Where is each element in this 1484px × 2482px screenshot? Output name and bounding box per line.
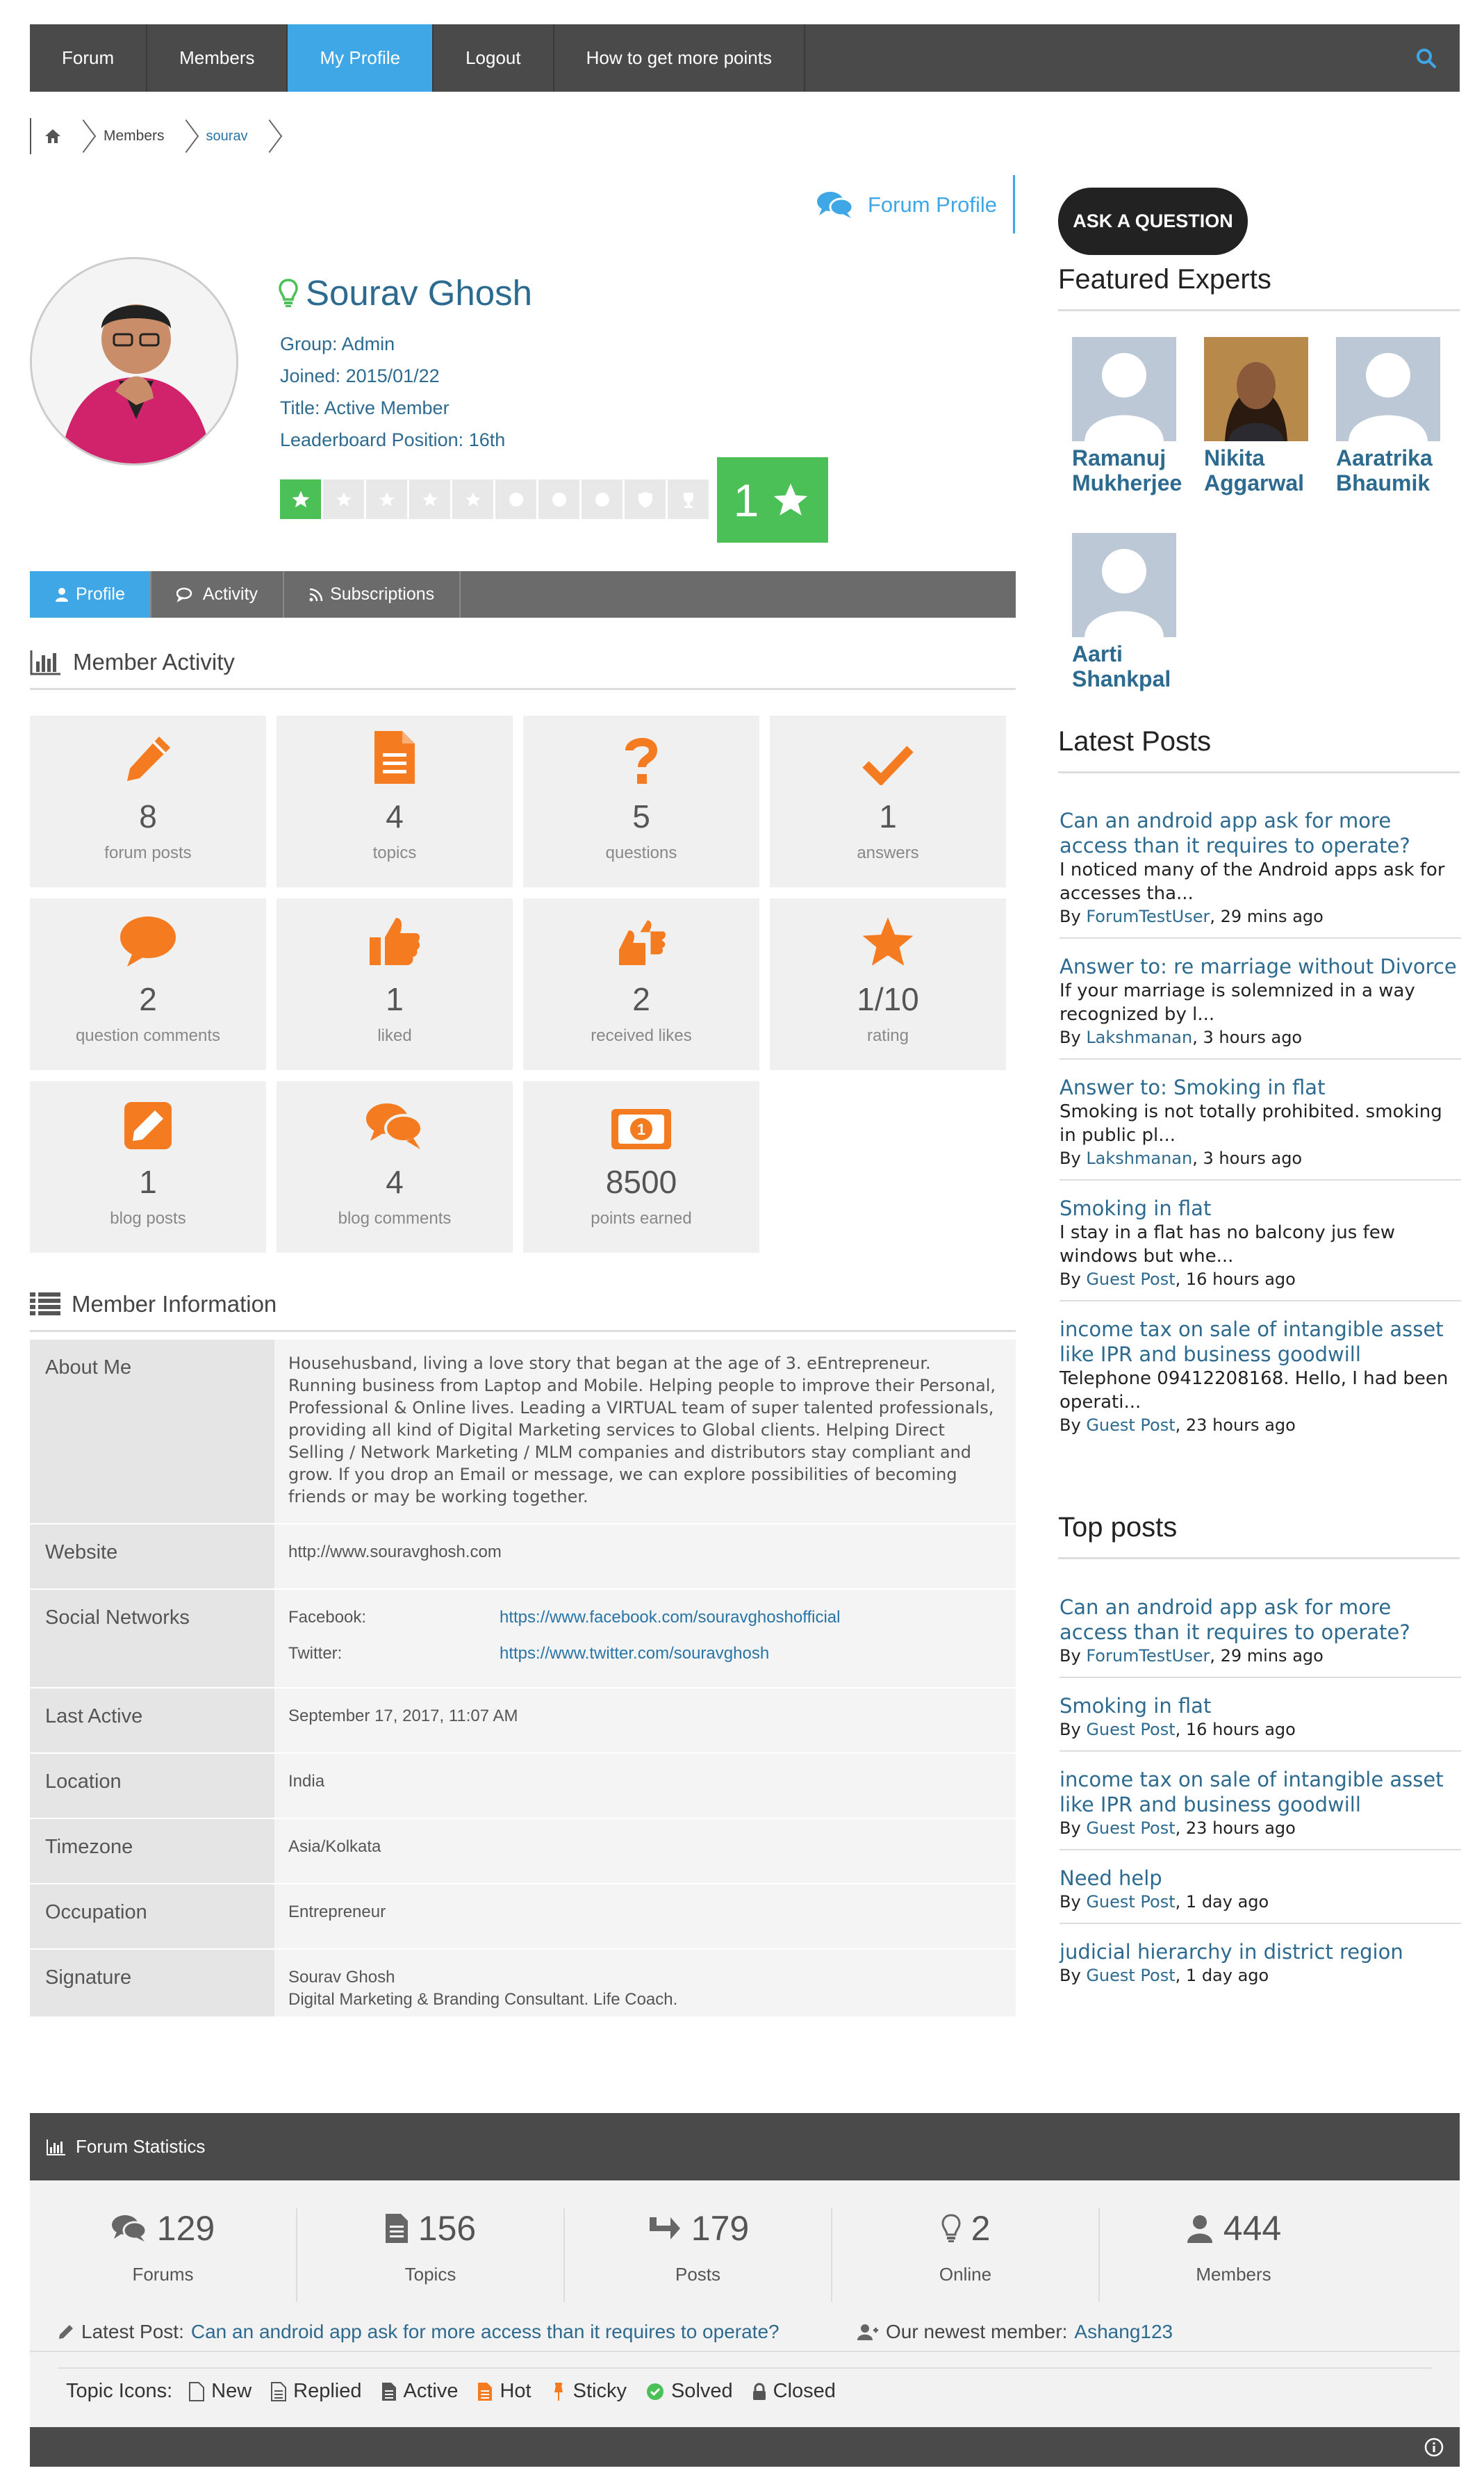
post-author-link[interactable]: Guest Post <box>1086 1966 1176 1985</box>
member-info-table <box>30 1340 1016 2018</box>
featured-experts-heading: Featured Experts <box>1058 264 1460 311</box>
info-key: Timezone <box>30 1819 274 1883</box>
post-by: By <box>1060 1720 1081 1739</box>
rank-star-icon <box>280 479 321 519</box>
info-key: Location <box>30 1754 274 1818</box>
user-icon <box>1186 2214 1214 2243</box>
stat-blog-posts <box>30 1081 266 1253</box>
expert-last-name: Shankpal <box>1072 666 1171 691</box>
stat-value: 5 <box>632 798 650 835</box>
stat-questions <box>523 716 759 887</box>
post-title-link[interactable]: Can an android app ask for more access than it requires to operate? <box>1060 1595 1410 1644</box>
post-by: By <box>1060 1269 1081 1289</box>
list-item <box>1060 1317 1461 1446</box>
post-title-link[interactable]: judicial hierarchy in district region <box>1060 1940 1403 1964</box>
nav-more-points[interactable]: How to get more points <box>554 24 805 92</box>
post-author-link[interactable]: Lakshmanan <box>1086 1149 1193 1168</box>
info-row-timezone <box>30 1819 1016 1884</box>
post-author-link[interactable]: Guest Post <box>1086 1892 1176 1912</box>
list-item <box>1060 1866 1461 1924</box>
post-author-link[interactable]: Guest Post <box>1086 1818 1176 1838</box>
tab-activity-label: Activity <box>202 584 258 604</box>
info-row-about <box>30 1340 1016 1524</box>
tab-activity[interactable] <box>151 571 284 618</box>
list-item <box>1060 1693 1461 1752</box>
forum-profile-divider <box>1013 175 1015 233</box>
stat-label: points earned <box>591 1209 692 1228</box>
list-item <box>1060 808 1461 939</box>
post-by: By <box>1060 907 1081 926</box>
legend-label: New <box>211 2380 252 2402</box>
stat-question-comments <box>30 898 266 1070</box>
stat-value: 156 <box>418 2209 477 2248</box>
stat-label: answers <box>857 844 919 862</box>
post-excerpt: Telephone 09412208168. Hello, I had been operati... <box>1060 1368 1449 1413</box>
document-icon <box>373 730 416 785</box>
expert-card[interactable] <box>1204 337 1308 495</box>
list-item <box>1060 1767 1461 1850</box>
profile-name <box>278 272 532 313</box>
post-by: By <box>1060 1818 1081 1838</box>
stat-value: 2 <box>139 981 157 1017</box>
money-icon <box>610 1108 673 1151</box>
breadcrumb-current[interactable]: sourav <box>206 128 248 144</box>
bar-chart-icon <box>30 649 62 675</box>
rank-number: 1 <box>733 474 759 526</box>
avatar-placeholder-icon <box>1336 337 1440 441</box>
post-time: , 23 hours ago <box>1175 1415 1296 1435</box>
expert-last-name: Aggarwal <box>1204 470 1305 495</box>
post-title-link[interactable]: Smoking in flat <box>1060 1197 1212 1220</box>
info-icon[interactable] <box>1424 2437 1444 2458</box>
legend-label: Active <box>403 2380 459 2402</box>
signature-line: Digital Marketing & Branding Consultant. Life Coach. <box>288 1990 678 2009</box>
post-author-link[interactable]: Guest Post <box>1086 1720 1176 1739</box>
rank-circle-icon <box>495 479 536 519</box>
list-item <box>1060 1939 1461 1996</box>
nav-members[interactable]: Members <box>147 24 288 92</box>
thumbs-up-icon <box>368 915 421 968</box>
post-title-link[interactable]: Answer to: re marriage without Divorce <box>1060 955 1457 978</box>
stat-label: Members <box>1196 2264 1271 2285</box>
post-time: , 29 mins ago <box>1210 907 1324 926</box>
stat-forums <box>30 2208 297 2302</box>
post-title-link[interactable]: income tax on sale of intangible asset like IPR and business goodwill <box>1060 1768 1444 1816</box>
stat-blog-comments <box>277 1081 513 1253</box>
checkmark-icon <box>861 743 914 785</box>
list-item <box>1060 954 1461 1060</box>
info-value: September 17, 2017, 11:07 AM <box>274 1688 1016 1752</box>
topic-icons-label: Topic Icons: <box>66 2380 173 2402</box>
profile-tabs <box>30 571 1016 618</box>
stat-label: Topics <box>404 2264 456 2285</box>
new-doc-icon <box>189 2382 204 2401</box>
stat-topics <box>297 2208 565 2302</box>
stat-label: question comments <box>75 1026 221 1045</box>
comments-icon <box>365 1101 424 1151</box>
info-row-signature <box>30 1950 1016 2018</box>
post-time: , 1 day ago <box>1175 1892 1269 1912</box>
latest-posts-list <box>1060 808 1461 1461</box>
breadcrumb-separator <box>73 118 92 154</box>
info-key: Social Networks <box>30 1590 274 1687</box>
list-icon <box>30 1292 60 1316</box>
legend-label: Solved <box>670 2380 733 2402</box>
post-title-link[interactable]: Answer to: Smoking in flat <box>1060 1076 1326 1099</box>
rank-star-icon <box>366 479 407 519</box>
info-key: Occupation <box>30 1884 274 1948</box>
lightbulb-icon <box>278 278 299 309</box>
lock-icon <box>752 2383 766 2401</box>
legend-label: Replied <box>293 2380 362 2402</box>
stat-answers <box>770 716 1006 887</box>
speech-bubble-icon <box>119 915 177 968</box>
legend-item <box>189 2380 252 2403</box>
post-title-link[interactable]: Can an android app ask for more access than it requires to operate? <box>1060 809 1410 857</box>
post-time: , 3 hours ago <box>1192 1149 1303 1168</box>
rank-badge <box>717 457 828 543</box>
rank-stars <box>280 479 709 519</box>
stat-value: 4 <box>386 798 404 835</box>
member-information-heading <box>30 1291 1016 1332</box>
post-time: , 1 day ago <box>1175 1966 1269 1985</box>
tab-profile[interactable] <box>30 571 151 618</box>
divider <box>30 2351 1460 2352</box>
comments-icon <box>176 587 196 602</box>
legend-item <box>477 2380 531 2403</box>
post-excerpt: I noticed many of the Android apps ask for accesses tha... <box>1060 860 1445 904</box>
stat-value: 2 <box>632 981 650 1017</box>
latest-post-label: Latest Post: <box>81 2321 184 2342</box>
stat-value: 8 <box>139 798 157 835</box>
top-posts-heading: Top posts <box>1058 1512 1460 1559</box>
pin-icon <box>551 2382 566 2401</box>
stat-value: 444 <box>1223 2209 1282 2248</box>
divider <box>58 2367 1432 2369</box>
breadcrumb-separator <box>176 118 195 154</box>
stat-value: 8500 <box>605 1164 677 1200</box>
stat-value: 1/10 <box>857 981 919 1017</box>
tab-subscriptions[interactable] <box>284 571 461 618</box>
list-item <box>1060 1075 1461 1181</box>
expert-last-name: Mukherjee <box>1072 470 1182 495</box>
expert-last-name: Bhaumik <box>1336 470 1431 495</box>
active-doc-icon <box>381 2382 397 2401</box>
stat-members <box>1100 2208 1367 2302</box>
top-posts-list <box>1060 1595 1461 2012</box>
info-value <box>274 1590 1016 1687</box>
latest-post-line <box>58 2321 780 2343</box>
stat-online <box>832 2208 1100 2302</box>
post-title-link[interactable]: income tax on sale of intangible asset like IPR and business goodwill <box>1060 1317 1444 1366</box>
avatar <box>30 257 238 466</box>
stat-value: 1 <box>879 798 897 835</box>
rss-icon <box>309 588 323 602</box>
post-by: By <box>1060 1149 1081 1168</box>
post-title-link[interactable]: Need help <box>1060 1866 1162 1890</box>
post-author-link[interactable]: ForumTestUser <box>1086 1646 1210 1666</box>
info-key: Signature <box>30 1950 274 2016</box>
add-user-icon <box>857 2323 879 2341</box>
expert-first-name: Nikita <box>1204 445 1265 470</box>
newest-member-label: Our newest member: <box>886 2321 1068 2342</box>
twitter-label: Twitter: <box>288 1644 343 1663</box>
pencil-icon <box>122 732 174 785</box>
stat-label: Posts <box>675 2264 721 2285</box>
list-item <box>1060 1595 1461 1678</box>
breadcrumb-divider <box>30 118 31 154</box>
comments-icon <box>111 2214 147 2243</box>
expert-card[interactable] <box>1072 337 1182 495</box>
search-icon <box>1416 48 1437 69</box>
rank-circle-icon <box>582 479 623 519</box>
info-value: India <box>274 1754 1016 1818</box>
newest-member-line <box>857 2321 1173 2343</box>
post-time: , 23 hours ago <box>1175 1818 1296 1838</box>
profile-title: Title: Active Member <box>280 397 450 418</box>
search-button[interactable] <box>1392 24 1460 92</box>
stat-rating <box>770 898 1006 1070</box>
expert-first-name: Aarti <box>1072 641 1123 666</box>
post-author-link[interactable]: Lakshmanan <box>1086 1028 1193 1047</box>
legend-item <box>551 2380 627 2403</box>
profile-group: Group: Admin <box>280 334 395 354</box>
member-activity-title: Member Activity <box>73 649 235 675</box>
user-icon <box>55 587 69 602</box>
stat-received-likes <box>523 898 759 1070</box>
facebook-link[interactable]: https://www.facebook.com/souravghoshofficial <box>500 1608 841 1627</box>
stat-label: received likes <box>591 1026 692 1045</box>
rank-circle-icon <box>538 479 579 519</box>
post-author-link[interactable]: Guest Post <box>1086 1415 1176 1435</box>
edit-icon <box>123 1101 173 1151</box>
pencil-icon <box>58 2324 74 2340</box>
legend-item <box>381 2380 459 2403</box>
tab-profile-label: Profile <box>76 584 125 604</box>
legend-label: Closed <box>773 2380 836 2402</box>
expert-photo <box>1204 337 1308 441</box>
signature-line: Sourav Ghosh <box>288 1968 395 1987</box>
home-icon[interactable] <box>44 128 62 145</box>
post-by: By <box>1060 1892 1081 1912</box>
stat-label: blog comments <box>338 1209 452 1228</box>
star-icon <box>770 480 811 520</box>
stat-liked <box>277 898 513 1070</box>
post-author-link[interactable]: Guest Post <box>1086 1269 1176 1289</box>
forum-statistics-title: Forum Statistics <box>76 2136 206 2157</box>
stat-posts <box>565 2208 832 2302</box>
stat-value: 129 <box>156 2209 215 2248</box>
stat-points-earned <box>523 1081 759 1253</box>
stat-value: 4 <box>386 1164 404 1200</box>
star-icon <box>860 915 916 968</box>
stat-topics <box>277 716 513 887</box>
svg-text:1: 1 <box>636 1121 646 1138</box>
post-time: , 29 mins ago <box>1210 1646 1324 1666</box>
info-row-website <box>30 1524 1016 1590</box>
breadcrumb-members[interactable]: Members <box>104 128 165 144</box>
bar-chart-icon <box>47 2139 66 2155</box>
nav-forum[interactable]: Forum <box>30 24 147 92</box>
stat-label: blog posts <box>110 1209 186 1228</box>
stat-label: questions <box>605 844 677 862</box>
ask-question-button[interactable]: ASK A QUESTION <box>1058 188 1248 255</box>
post-excerpt: If your marriage is solemnized in a way recognized by l... <box>1060 980 1415 1025</box>
document-icon <box>385 2213 409 2244</box>
stat-label: topics <box>372 844 417 862</box>
legend-item <box>752 2380 836 2403</box>
profile-joined: Joined: 2015/01/22 <box>280 365 440 386</box>
info-row-occupation <box>30 1884 1016 1950</box>
legend-label: Sticky <box>572 2380 627 2402</box>
expert-first-name: Ramanuj <box>1072 445 1166 470</box>
info-key: About Me <box>30 1340 274 1523</box>
stat-label: Forums <box>132 2264 194 2285</box>
stat-label: forum posts <box>104 844 192 862</box>
hot-doc-icon <box>477 2382 493 2401</box>
post-time: , 3 hours ago <box>1192 1028 1303 1047</box>
info-value <box>274 1950 1016 2016</box>
avatar-placeholder-icon <box>1072 337 1176 441</box>
stat-label: Online <box>939 2264 992 2285</box>
newest-member-link[interactable]: Ashang123 <box>1074 2321 1173 2342</box>
post-title-link[interactable]: Smoking in flat <box>1060 1694 1212 1718</box>
topic-icons-legend <box>66 2380 846 2403</box>
website-link[interactable]: http://www.souravghosh.com <box>274 1524 1016 1588</box>
info-row-social <box>30 1590 1016 1688</box>
footer-bar <box>30 2427 1460 2467</box>
legend-item <box>646 2380 733 2403</box>
post-time: , 16 hours ago <box>1175 1269 1296 1289</box>
breadcrumb-separator <box>259 118 279 154</box>
forum-profile-label: Forum Profile <box>868 192 998 217</box>
stat-value: 1 <box>139 1164 157 1200</box>
latest-posts-heading: Latest Posts <box>1058 726 1460 773</box>
rank-shield-icon <box>625 479 666 519</box>
post-time: , 16 hours ago <box>1175 1720 1296 1739</box>
expert-first-name: Aaratrika <box>1336 445 1433 470</box>
stat-label: liked <box>377 1026 412 1045</box>
rank-star-icon <box>409 479 450 519</box>
info-row-last-active <box>30 1688 1016 1754</box>
breadcrumb <box>30 118 290 154</box>
post-author-link[interactable]: ForumTestUser <box>1086 907 1210 926</box>
forum-statistics-header <box>30 2113 1460 2180</box>
rank-trophy-icon <box>668 479 709 519</box>
post-by: By <box>1060 1646 1081 1666</box>
expert-card[interactable] <box>1336 337 1440 495</box>
nav-my-profile[interactable]: My Profile <box>288 24 434 92</box>
legend-item <box>271 2380 361 2403</box>
latest-post-link[interactable]: Can an android app ask for more access than it requires to operate? <box>190 2321 780 2342</box>
legend-label: Hot <box>500 2380 531 2402</box>
info-value: Entrepreneur <box>274 1884 1016 1948</box>
post-excerpt: Smoking is not totally prohibited. smoking in public pl... <box>1060 1101 1442 1146</box>
list-item <box>1060 1196 1461 1301</box>
expert-card[interactable] <box>1072 533 1176 691</box>
profile-name-text: Sourav Ghosh <box>306 273 533 313</box>
question-icon <box>624 735 659 785</box>
tab-subscriptions-label: Subscriptions <box>330 584 435 604</box>
info-key: Last Active <box>30 1688 274 1752</box>
comments-icon <box>816 190 854 220</box>
info-row-location <box>30 1754 1016 1819</box>
member-information-title: Member Information <box>72 1291 277 1317</box>
check-circle-icon <box>646 2383 664 2401</box>
stat-value: 2 <box>971 2209 991 2248</box>
facebook-label: Facebook: <box>288 1608 367 1627</box>
post-by: By <box>1060 1415 1081 1435</box>
info-value: Househusband, living a love story that began at the age of 3. eEntrepreneur. Running business from Laptop and Mobile. Helping people to improve their Personal, Professional & Online lives. Leading a VIRTUAL team of super talented professionals, providing all kind of Digital Marketing services to Global clients. Helping Direct Selling / Network Marketing / MLM companies and distributors stay compliant and grow. If you drop an Email or message, we can explore possibilities of becoming friends or may be working together. <box>274 1340 1016 1523</box>
rank-star-icon <box>452 479 493 519</box>
avatar-placeholder-icon <box>1072 533 1176 637</box>
stat-label: rating <box>866 1026 909 1045</box>
stat-value: 1 <box>386 981 404 1017</box>
forum-profile-link[interactable] <box>816 188 997 222</box>
thumbs-up-icon <box>615 915 668 968</box>
lightbulb-icon <box>941 2213 962 2244</box>
post-by: By <box>1060 1966 1081 1985</box>
post-by: By <box>1060 1028 1081 1047</box>
nav-logout[interactable]: Logout <box>434 24 554 92</box>
rank-star-icon <box>323 479 364 519</box>
profile-leaderboard: Leaderboard Position: 16th <box>280 429 506 450</box>
top-navigation <box>30 24 1460 92</box>
post-excerpt: I stay in a flat has no balcony jus few windows but whe... <box>1060 1222 1395 1267</box>
twitter-link[interactable]: https://www.twitter.com/souravghosh <box>500 1644 770 1663</box>
stat-value: 179 <box>691 2209 750 2248</box>
member-activity-heading <box>30 649 1016 690</box>
reply-arrow-icon <box>647 2214 682 2242</box>
replied-doc-icon <box>271 2382 286 2401</box>
info-key: Website <box>30 1524 274 1588</box>
stat-forum-posts <box>30 716 266 887</box>
info-value: Asia/Kolkata <box>274 1819 1016 1883</box>
